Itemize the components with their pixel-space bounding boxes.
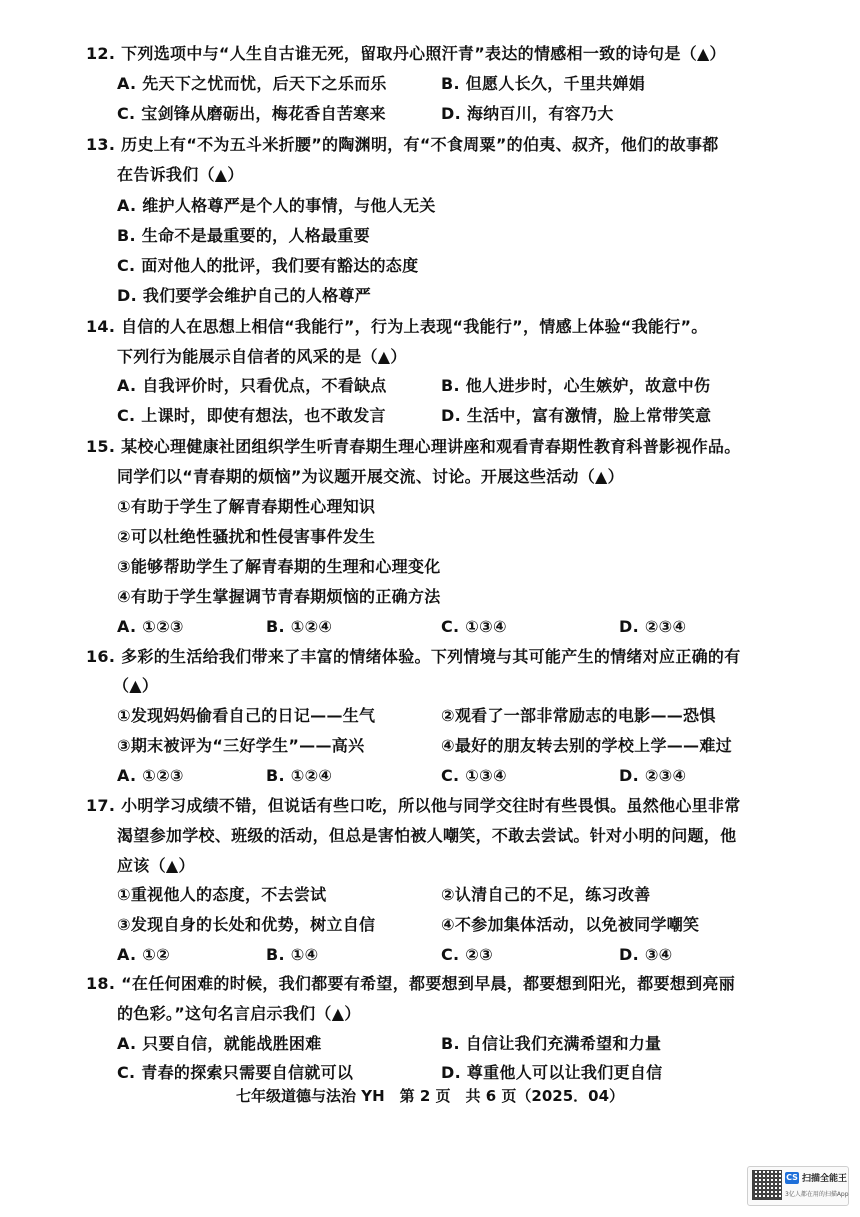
q12-option-c: C. 宝剑锋从磨砺出，梅花香自苦寒来 [117, 104, 386, 123]
scanner-subtitle: 3亿人都在用的扫描App [785, 1191, 849, 1198]
q18-option-c: C. 青春的探索只需要自信就可以 [117, 1063, 354, 1082]
q14-stem-line1: 14. 自信的人在思想上相信“我能行”，行为上表现“我能行”，情感上体验“我能行”。 [86, 317, 708, 336]
q16-statement-3: ③期末被评为“三好学生”——高兴 [117, 736, 365, 755]
q14-stem-line2: 下列行为能展示自信者的风采的是（▲） [117, 347, 407, 366]
q12-option-b: B. 但愿人长久，千里共婵娟 [441, 74, 646, 93]
q17-option-c: C. ②③ [441, 945, 493, 964]
q17-option-d: D. ③④ [619, 945, 673, 964]
q17-statement-4: ④不参加集体活动，以免被同学嘲笑 [441, 915, 700, 934]
q17-option-b: B. ①④ [266, 945, 319, 964]
q15-stem-line2: 同学们以“青春期的烦恼”为议题开展交流、讨论。开展这些活动（▲） [117, 467, 624, 486]
q16-statement-2: ②观看了一部非常励志的电影——恐惧 [441, 706, 716, 725]
q14-option-b: B. 他人进步时，心生嫉妒，故意中伤 [441, 376, 711, 395]
q16-option-d: D. ②③④ [619, 766, 687, 785]
q15-statement-3: ③能够帮助学生了解青春期的生理和心理变化 [117, 557, 441, 576]
q13-option-b: B. 生命不是最重要的，人格最重要 [117, 226, 370, 245]
page-footer: 七年级道德与法治 YH 第 2 页 共 6 页（2025．04） [235, 1087, 625, 1105]
q17-option-a: A. ①② [117, 945, 170, 964]
q15-statement-1: ①有助于学生了解青春期性心理知识 [117, 497, 376, 516]
q14-option-a: A. 自我评价时，只看优点，不看缺点 [117, 376, 387, 395]
q15-option-d: D. ②③④ [619, 617, 687, 636]
q16-stem-line2: （▲） [113, 676, 159, 695]
q14-option-c: C. 上课时，即使有想法，也不敢发言 [117, 406, 386, 425]
q12-option-d: D. 海纳百川，有容乃大 [441, 104, 614, 123]
q14-option-d: D. 生活中，富有激情，脸上常带笑意 [441, 406, 712, 425]
scanner-title: 扫描全能王 [802, 1174, 848, 1184]
q12-option-a: A. 先天下之忧而忧，后天下之乐而乐 [117, 74, 387, 93]
q18-stem-line1: 18. “在任何困难的时候，我们都要有希望，都要想到早晨，都要想到阳光，都要想到亮丽 [86, 974, 736, 993]
q13-option-c: C. 面对他人的批评，我们要有豁达的态度 [117, 256, 419, 275]
q13-option-a: A. 维护人格尊严是个人的事情，与他人无关 [117, 196, 436, 215]
scanner-watermark [747, 1166, 849, 1206]
q15-statement-4: ④有助于学生掌握调节青春期烦恼的正确方法 [117, 587, 441, 606]
q16-option-b: B. ①②④ [266, 766, 333, 785]
q17-statement-1: ①重视他人的态度，不去尝试 [117, 885, 327, 904]
q16-stem-line1: 16. 多彩的生活给我们带来了丰富的情绪体验。下列情境与其可能产生的情绪对应正确的有 [86, 647, 741, 666]
q15-option-b: B. ①②④ [266, 617, 333, 636]
q13-stem-line2: 在告诉我们（▲） [117, 165, 244, 184]
q13-option-d: D. 我们要学会维护自己的人格尊严 [117, 286, 372, 305]
q17-stem-line3: 应该（▲） [117, 856, 195, 875]
q13-stem-line1: 13. 历史上有“不为五斗米折腰”的陶渊明，有“不食周粟”的伯夷、叔齐，他们的故事都 [86, 135, 719, 154]
q15-statement-2: ②可以杜绝性骚扰和性侵害事件发生 [117, 527, 376, 546]
q18-option-d: D. 尊重他人可以让我们更自信 [441, 1063, 663, 1082]
q16-option-a: A. ①②③ [117, 766, 184, 785]
q17-statement-3: ③发现自身的长处和优势，树立自信 [117, 915, 376, 934]
q16-statement-1: ①发现妈妈偷看自己的日记——生气 [117, 706, 376, 725]
q17-stem-line1: 17. 小明学习成绩不错，但说话有些口吃，所以他与同学交往时有些畏惧。虽然他心里非常 [86, 796, 741, 815]
q17-stem-line2: 渴望参加学校、班级的活动，但总是害怕被人嘲笑，不敢去尝试。针对小明的问题，他 [117, 826, 737, 845]
q18-option-a: A. 只要自信，就能战胜困难 [117, 1034, 322, 1053]
q15-option-c: C. ①③④ [441, 617, 507, 636]
q18-stem-line2: 的色彩。”这句名言启示我们（▲） [117, 1004, 361, 1023]
q12-stem: 12. 下列选项中与“人生自古谁无死，留取丹心照汗青”表达的情感相一致的诗句是（▲） [86, 44, 726, 63]
q15-stem-line1: 15. 某校心理健康社团组织学生听青春期生理心理讲座和观看青春期性教育科普影视作品。 [86, 437, 741, 456]
camscanner-logo: CS [786, 1173, 798, 1182]
qr-code-icon [753, 1171, 781, 1199]
q16-statement-4: ④最好的朋友转去别的学校上学——难过 [441, 736, 732, 755]
q16-option-c: C. ①③④ [441, 766, 507, 785]
q15-option-a: A. ①②③ [117, 617, 184, 636]
q17-statement-2: ②认清自己的不足，练习改善 [441, 885, 651, 904]
q18-option-b: B. 自信让我们充满希望和力量 [441, 1034, 662, 1053]
